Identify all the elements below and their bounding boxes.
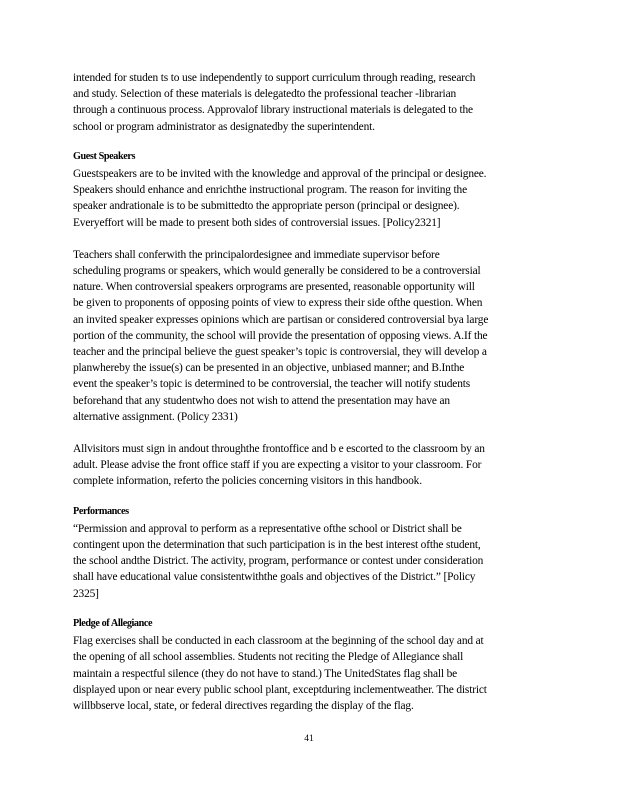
text-line: school or program administrator as designatedby the superintendent. [73,120,375,133]
text-line: adult. Please advise the front office staff if you are expecting a visitor to your classroom. For [73,459,482,472]
text-line: Guestspeakers are to be invited with the knowledge and approval of the principal or designee. [73,168,487,181]
guest-speakers-paragraph-1 [73,166,553,231]
text-line: speaker andrationale is to be submittedto the appropriate person (principal or designee). [73,200,460,213]
pledge-paragraph [73,633,553,714]
text-line: through a continuous process. Approvalof library instructional materials is delegated to the [73,104,473,117]
text-line: teacher and the principal believe the guest speaker’s topic is controversial, they will develop a [73,346,487,359]
text-line: displayed upon or near every public school plant, exceptduring inclementweather. The district [73,683,487,696]
text-line: 2325] [73,587,99,600]
text-line: complete information, referto the policies concerning visitors in this handbook. [73,475,422,488]
text-line: Flag exercises shall be conducted in each classroom at the beginning of the school day and at [73,635,484,648]
text-line: Everyeffort will be made to present both sides of controversial issues. [Policy2321] [73,216,441,229]
text-line: shall have educational value consistentwiththe goals and objectives of the District.” [Policy [73,571,476,584]
text-line: nature. When controversial speakers orprograms are presented, reasonable opportunity will [73,281,475,294]
text-line: Allvisitors must sign in andout throughthe frontoffice and b e escorted to the classroom by an [73,443,485,456]
guest-speakers-paragraph-3 [73,441,553,490]
text-line: portion of the community, the school will provide the presentation of opposing views. A.If the [73,329,488,342]
text-line: an invited speaker expresses opinions which are partisan or considered controversial bya large [73,313,489,326]
page-number: 41 [304,734,314,744]
text-line: beforehand that any studentwho does not wish to attend the presentation may have an [73,394,450,407]
paragraph-gap [73,231,553,247]
performances-paragraph [73,521,553,602]
section-heading-guest-speakers: Guest Speakers [73,150,136,162]
text-line: the opening of all school assemblies. Students not reciting the Pledge of Allegiance shall [73,651,464,664]
paragraph-gap [73,425,553,441]
guest-speakers-paragraph-2 [73,247,553,425]
text-line: and study. Selection of these materials is delegatedto the professional teacher -librarian [73,88,457,101]
text-line: Speakers should enhance and enrichthe instructional program. The reason for inviting the [73,184,467,197]
text-line: intended for studen ts to use independently to support curriculum through reading, research [73,72,476,84]
text-line: Teachers shall conferwith the principalordesignee and immediate supervisor before [73,248,440,261]
text-line: planwhereby the issue(s) can be presented in an objective, unbiased manner; and B.Inthe [73,362,465,375]
text-line: event the speaker’s topic is determined to be controversial, the teacher will notify students [73,378,471,391]
text-line: “Permission and approval to perform as a representative ofthe school or District shall be [73,522,462,535]
text-line: contingent upon the determination that such participation is in the best interest ofthe student, [73,539,481,552]
section-heading-pledge-of-allegiance: Pledge of Allegiance [73,617,153,629]
text-line: willbbserve local, state, or federal directives regarding the display of the flag. [73,699,414,712]
text-line: alternative assignment. (Policy 2331) [73,410,238,423]
text-line: the school andthe District. The activity, program, performance or contest under consideration [73,555,484,568]
text-line: scheduling programs or speakers, which would generally be considered to be a controversial [73,265,481,278]
text-line: maintain a respectful silence (they do not have to stand.) The UnitedStates flag shall be [73,667,458,680]
intro-paragraph [73,70,553,135]
page-content [73,70,553,714]
text-line: be given to proponents of opposing points of view to express their side ofthe question. When [73,297,483,310]
section-heading-performances: Performances [73,505,129,517]
